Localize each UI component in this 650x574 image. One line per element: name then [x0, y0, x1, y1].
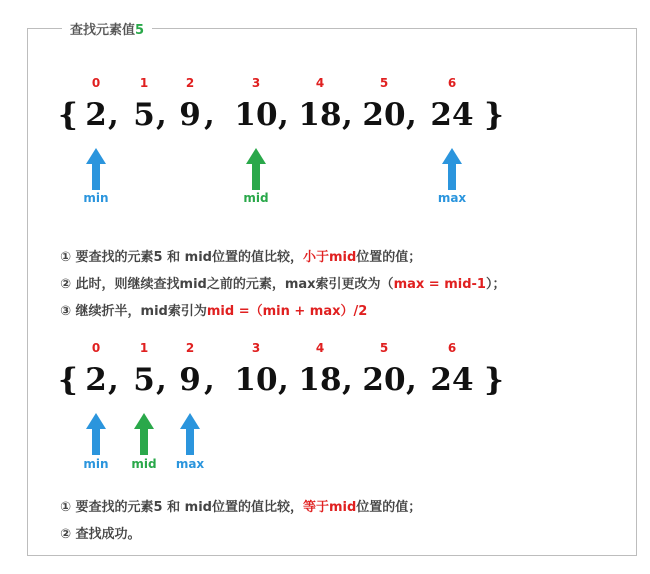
title-text: 查找元素值	[70, 23, 136, 38]
index-label: 0	[91, 76, 101, 90]
step-text: 要查找的元素5 和 mid位置的值比较，	[75, 250, 303, 265]
array-comma: ,	[342, 97, 353, 133]
array-value: 18	[298, 97, 342, 133]
array-value: 9	[179, 97, 201, 133]
step-highlight: max = mid-1	[393, 277, 486, 292]
step-number: ②	[60, 527, 76, 542]
array-value: 18	[298, 362, 342, 398]
index-label: 5	[379, 76, 389, 90]
step-text: 继续折半，mid索引为	[75, 304, 207, 319]
open-brace: {	[58, 97, 78, 133]
step-number: ①	[60, 500, 76, 515]
array-comma: ,	[108, 362, 119, 398]
step-highlight: 小于mid	[302, 250, 357, 265]
step-note	[60, 246, 421, 265]
array-comma: ,	[156, 97, 167, 133]
array-value: 24	[430, 362, 474, 398]
step-text: 要查找的元素5 和 mid位置的值比较，	[75, 500, 303, 515]
index-label: 4	[315, 341, 325, 355]
pointer-arrow-mid	[246, 148, 266, 194]
array-comma: ,	[156, 362, 167, 398]
index-label: 5	[379, 341, 389, 355]
array-value: 20	[362, 97, 406, 133]
pointer-label-min: min	[83, 191, 109, 205]
index-label: 2	[185, 76, 195, 90]
step-text: 此时，则继续查找mid之前的元素，max索引更改为（	[75, 277, 394, 292]
array-value: 9	[179, 362, 201, 398]
index-label: 4	[315, 76, 325, 90]
step-number: ③	[60, 304, 76, 319]
step-rest: 位置的值；	[356, 500, 422, 515]
array-comma: ,	[108, 97, 119, 133]
array-comma: ,	[278, 97, 289, 133]
step-number: ②	[60, 277, 76, 292]
pointer-label-max: max	[437, 191, 467, 205]
array-comma: ,	[204, 97, 215, 133]
array-value: 20	[362, 362, 406, 398]
index-label: 6	[447, 76, 457, 90]
array-value: 10	[234, 362, 278, 398]
step-note	[60, 300, 367, 319]
index-label: 1	[139, 76, 149, 90]
pointer-arrow-max	[442, 148, 462, 194]
array-value: 5	[133, 362, 155, 398]
step-note	[60, 273, 505, 292]
title-number: 5	[135, 23, 145, 38]
pointer-label-mid: mid	[131, 457, 157, 471]
pointer-arrow-mid	[134, 413, 154, 459]
step-note	[60, 523, 141, 542]
step-rest: ）；	[485, 277, 506, 292]
step-text: 查找成功。	[75, 527, 141, 542]
pointer-arrow-min	[86, 413, 106, 459]
step-highlight: mid =（min + max）/2	[206, 304, 368, 319]
frame-title	[62, 19, 152, 38]
index-label: 6	[447, 341, 457, 355]
step-rest: 位置的值；	[356, 250, 422, 265]
array-comma: ,	[342, 362, 353, 398]
array-value: 5	[133, 97, 155, 133]
index-label: 0	[91, 341, 101, 355]
array-value: 10	[234, 97, 278, 133]
array-comma: ,	[204, 362, 215, 398]
pointer-label-min: min	[83, 457, 109, 471]
close-brace: }	[484, 362, 504, 398]
pointer-arrow-max	[180, 413, 200, 459]
pointer-label-max: max	[175, 457, 205, 471]
step-note	[60, 496, 421, 515]
step-highlight: 等于mid	[302, 500, 357, 515]
index-label: 1	[139, 341, 149, 355]
step-number: ①	[60, 250, 76, 265]
index-label: 3	[251, 341, 261, 355]
array-value: 2	[85, 362, 107, 398]
array-comma: ,	[406, 97, 417, 133]
pointer-arrow-min	[86, 148, 106, 194]
close-brace: }	[484, 97, 504, 133]
array-value: 2	[85, 97, 107, 133]
array-comma: ,	[406, 362, 417, 398]
pointer-label-mid: mid	[243, 191, 269, 205]
index-label: 3	[251, 76, 261, 90]
open-brace: {	[58, 362, 78, 398]
array-comma: ,	[278, 362, 289, 398]
index-label: 2	[185, 341, 195, 355]
array-value: 24	[430, 97, 474, 133]
